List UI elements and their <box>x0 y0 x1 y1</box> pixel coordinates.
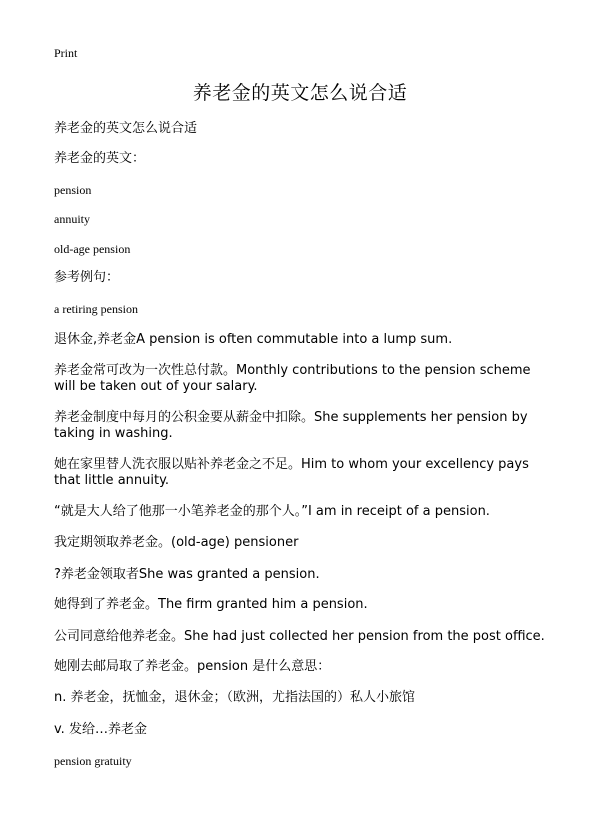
page-title: 养老金的英文怎么说合适 <box>192 82 408 104</box>
text-line: annuity <box>54 212 90 226</box>
text-line: old-age pension <box>54 242 131 256</box>
text-paragraph: 她在家里替人洗衣服以贴补养老金之不足。Him to whom your excellency pays that little annuity. <box>54 457 529 488</box>
text-line: 她得到了养老金。The firm granted him a pension. <box>54 597 368 612</box>
text-line: 养老金的英文： <box>54 151 146 166</box>
text-line: 退休金,养老金A pension is often commutable into a lump sum. <box>54 332 453 347</box>
text-line: 公司同意给他养老金。She had just collected her pension from the post office. <box>54 629 545 644</box>
text-line: n. 养老金，抚恤金，退休金；（欧洲，尤指法国的）私人小旅馆 <box>54 690 416 705</box>
text-line: 参考例句： <box>54 270 120 285</box>
text-line: 她刚去邮局取了养老金。pension 是什么意思： <box>54 659 331 674</box>
text-line: pension <box>54 183 92 197</box>
text-line: 养老金的英文怎么说合适 <box>54 121 198 136</box>
text-line: 我定期领取养老金。(old-age) pensioner <box>54 535 299 550</box>
print-link[interactable]: Print <box>54 46 78 60</box>
text-line: “就是大人给了他那一小笔养老金的那个人。”I am in receipt of a pension. <box>54 504 490 519</box>
text-line: a retiring pension <box>54 302 138 316</box>
text-line: pension gratuity <box>54 754 132 768</box>
text-line: v. 发给…养老金 <box>54 722 147 737</box>
text-line: ?养老金领取者She was granted a pension. <box>54 567 320 582</box>
text-paragraph: 养老金制度中每月的公积金要从薪金中扣除。She supplements her pension by taking in washing. <box>54 410 528 441</box>
text-paragraph: 养老金常可改为一次性总付款。Monthly contributions to the pension scheme will be taken out of your salary. <box>54 363 531 394</box>
